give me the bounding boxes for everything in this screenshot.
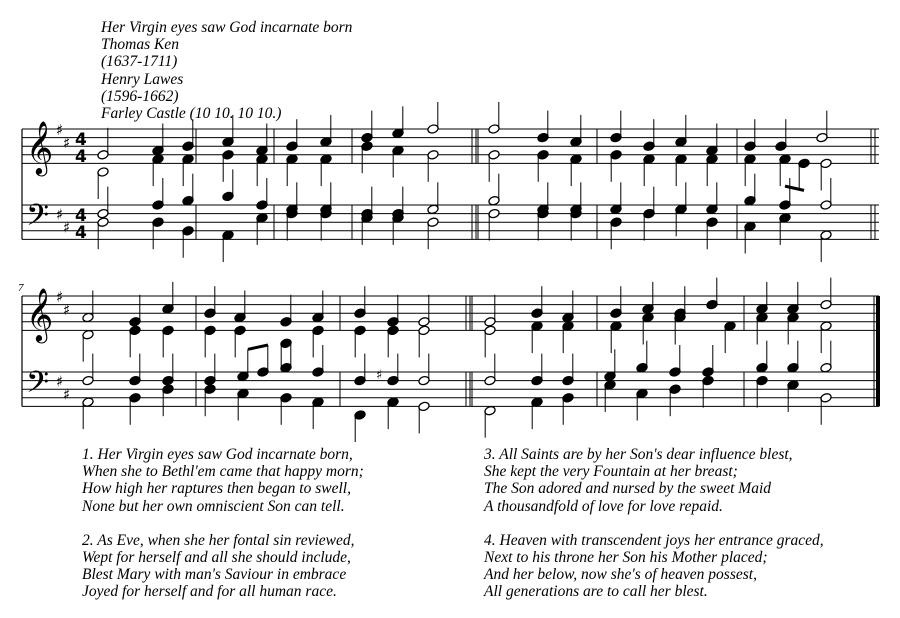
treble-clef: 𝄞 (26, 287, 54, 341)
note-beam (785, 186, 804, 190)
time-signature: 4 (75, 223, 87, 243)
author-dates: (1637-1711) (101, 53, 178, 71)
sharp-sign: ♯ (63, 300, 71, 319)
verse-line: 4. Heaven with transcendent joys her entrance graced, (484, 531, 824, 549)
verses-left-column (82, 446, 364, 618)
bass-clef: 𝄢 (26, 199, 50, 240)
hymn-title: Her Virgin eyes saw God incarnate born (101, 19, 353, 36)
verse-3 (484, 446, 824, 515)
composer-dates: (1596-1662) (101, 87, 179, 105)
verse-line: How high her raptures then began to swell, (82, 480, 351, 498)
verse-line: Wept for herself and all she should include, (82, 549, 351, 567)
sharp-sign: ♯ (63, 218, 71, 237)
verse-line: None but her own omniscient Son can tell. (82, 497, 345, 515)
verse-line: 2. As Eve, when she her fontal sin reviewed, (82, 531, 355, 549)
sharp-sign: ♯ (56, 288, 64, 306)
verses-right-column (484, 446, 824, 618)
verse-line: The Son adored and nursed by the sweet Maid (484, 480, 771, 498)
bass-clef: 𝄢 (26, 366, 50, 407)
verse-line: A thousandfold of love for love repaid. (484, 497, 723, 515)
verse-4 (484, 532, 824, 601)
treble-clef: 𝄞 (26, 120, 54, 174)
time-signature: 4 (75, 206, 87, 226)
verse-line: 3. All Saints are by her Son's dear influence blest, (484, 446, 793, 463)
verse-line: All generations are to call her blest. (484, 583, 708, 601)
verse-line: Next to his throne her Son his Mother placed; (484, 549, 768, 567)
verse-line: She kept the very Fountain at her breast; (484, 463, 738, 481)
sharp-sign: ♯ (56, 372, 64, 391)
verse-1 (82, 446, 364, 515)
note-beam (248, 345, 268, 349)
sharp-sign: ♯ (63, 133, 71, 152)
sharp-sign: ♯ (56, 205, 64, 224)
verse-line: Blest Mary with man's Saviour in embrace (82, 566, 347, 584)
measure-number: 7 (18, 282, 24, 294)
final-bar-thick (876, 296, 880, 406)
author-name: Thomas Ken (101, 36, 179, 54)
sharp-sign: ♯ (63, 385, 71, 404)
verse-line: When she to Bethl'em came that happy morn; (82, 463, 364, 481)
sharp-sign: ♯ (56, 121, 64, 139)
verse-line: Joyed for herself and for all human race. (82, 583, 337, 601)
time-signature: 4 (75, 130, 87, 150)
verse-line: And her below, now she's of heaven possest, (484, 566, 757, 584)
verse-2 (82, 532, 364, 601)
sharp-accidental: ♯ (376, 368, 383, 383)
tune-name: Farley Castle (10 10. 10 10.) (101, 105, 282, 123)
time-signature: 4 (75, 147, 87, 167)
composer-name: Henry Lawes (101, 70, 184, 88)
verse-line: 1. Her Virgin eyes saw God incarnate born, (82, 446, 353, 463)
